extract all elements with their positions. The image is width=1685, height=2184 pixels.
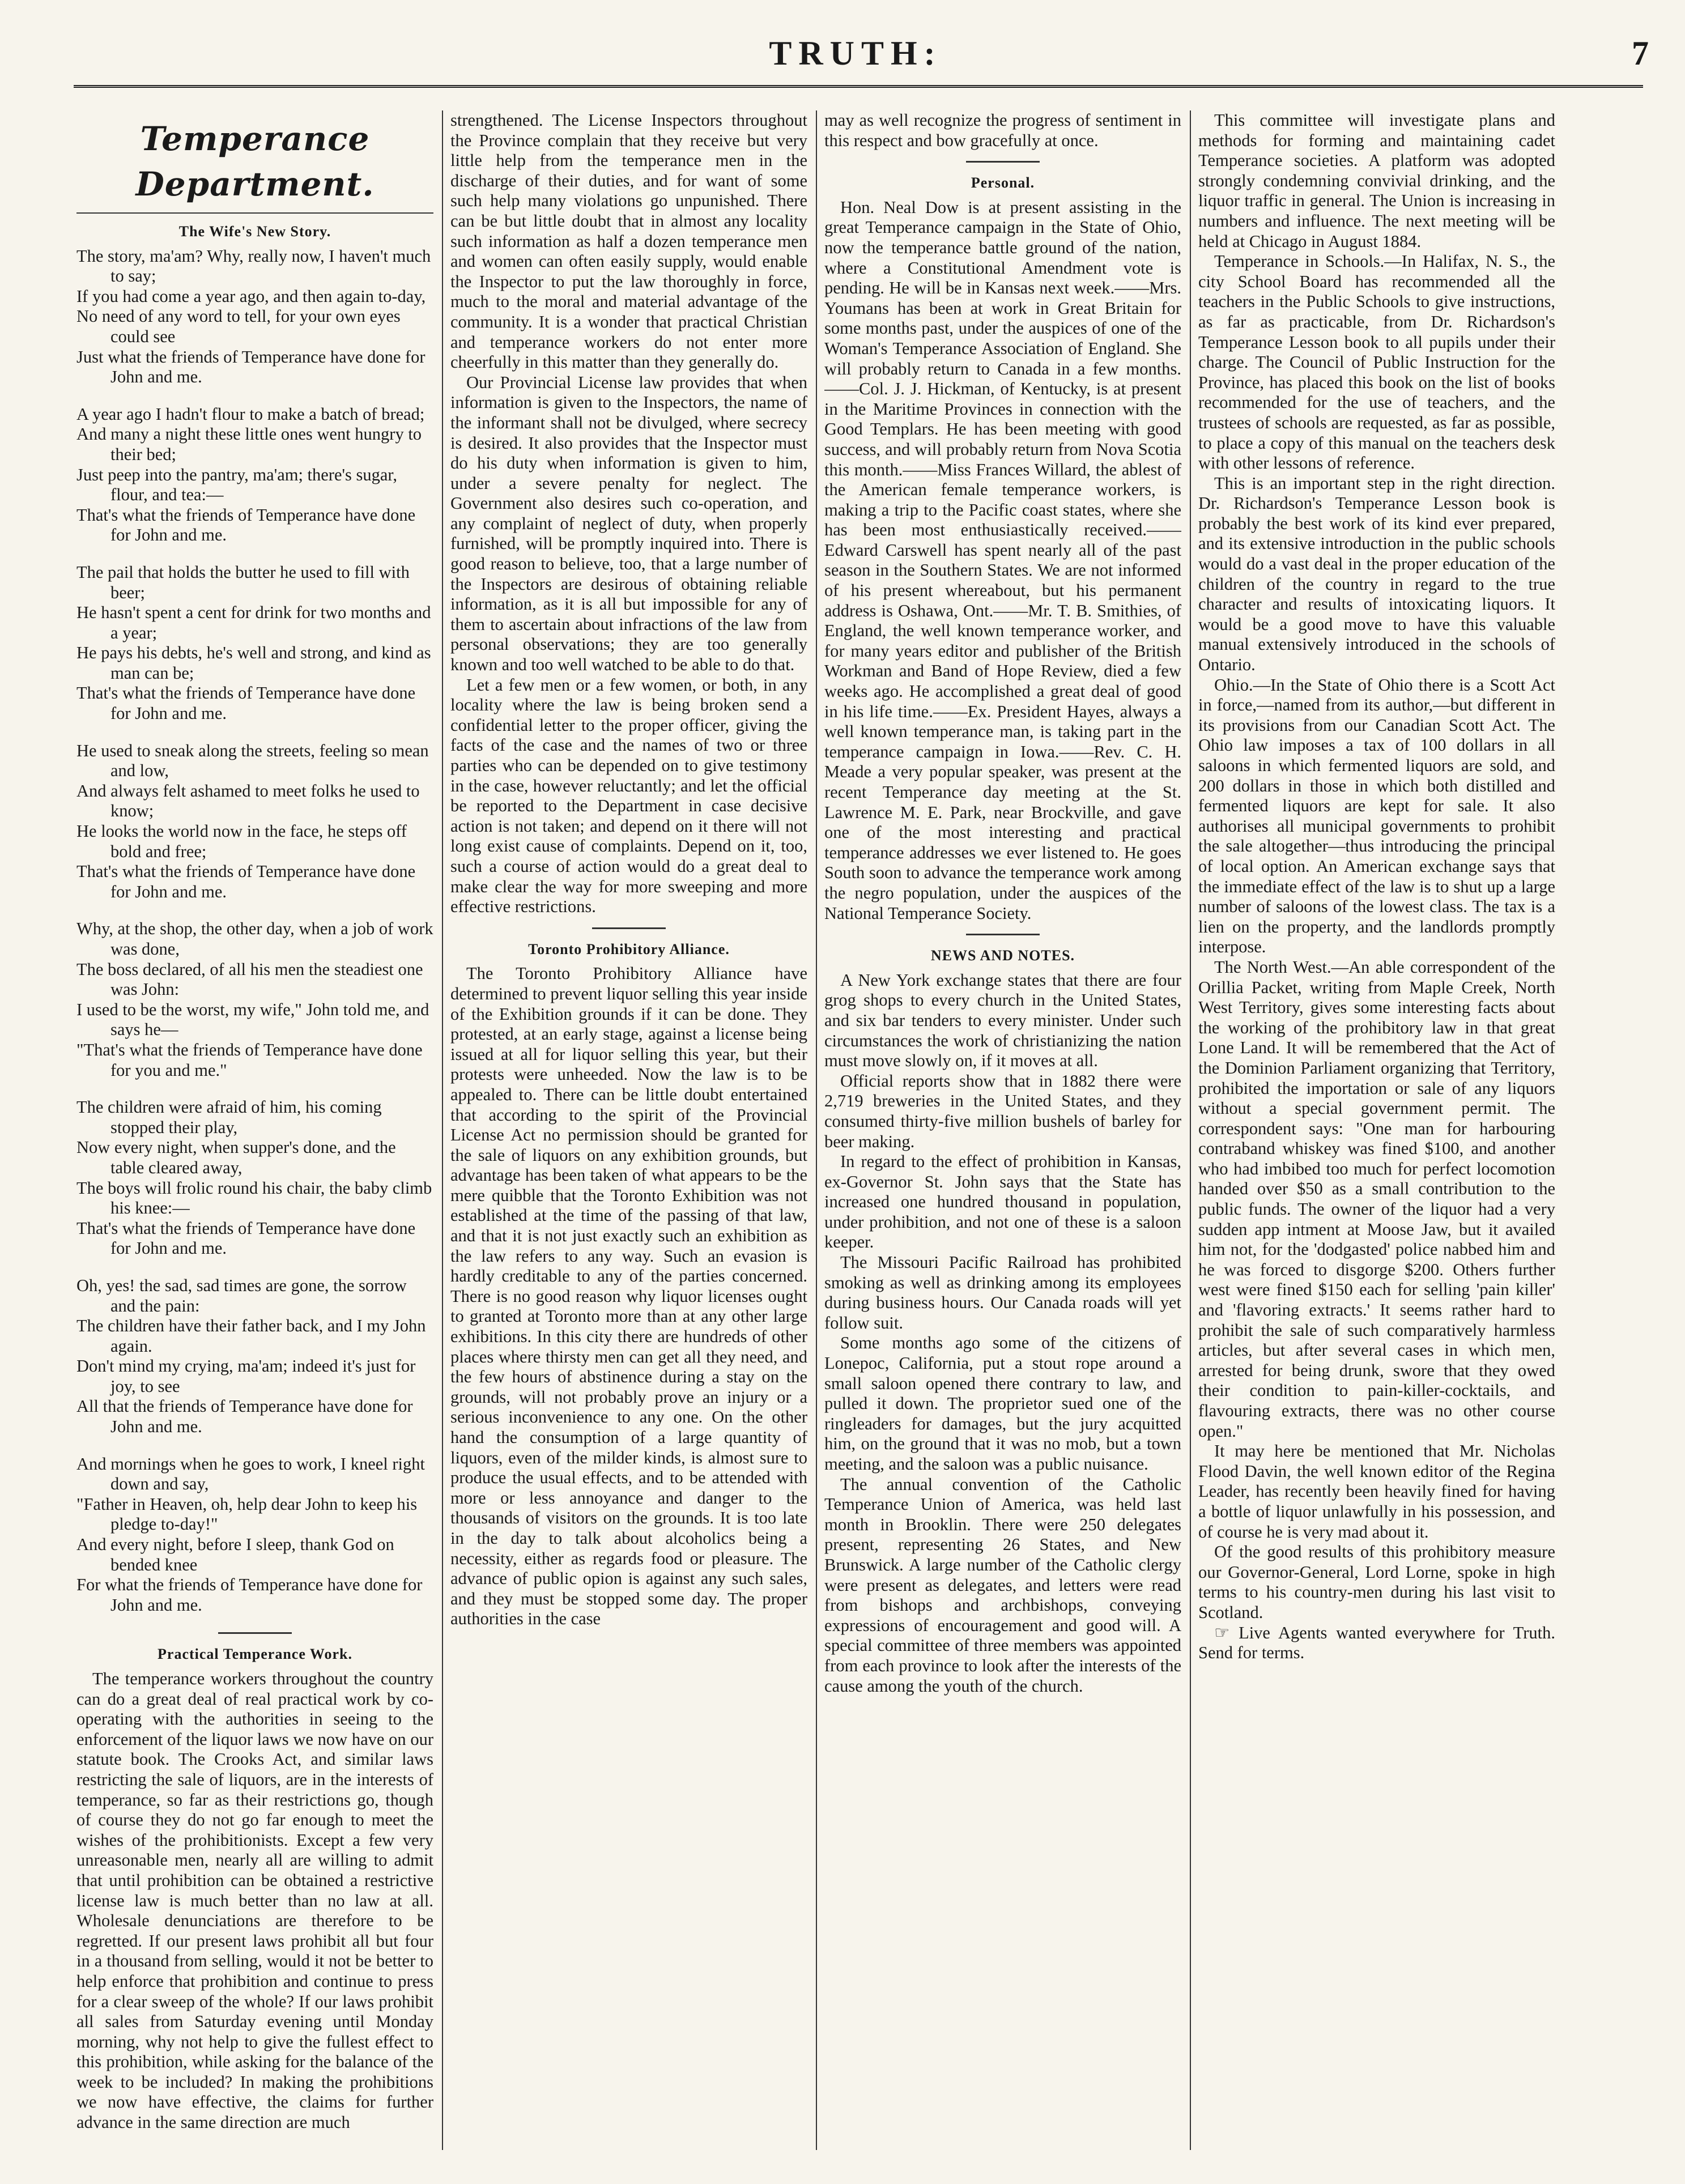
poem-line: All that the friends of Temperance have done for John and me. — [76, 1397, 413, 1437]
poem-stanza — [76, 1276, 433, 1437]
poem-line: Just what the friends of Temperance have done for John and me. — [76, 347, 425, 387]
article-paragraph: Let a few men or a few women, or both, in any locality where the law is being broken send a confidential letter to the proper officer, giving the facts of the case and the names of two or three parties who can be depended on to give testimony in the case, however reluctantly; and let the official be reported to the Department in case decisive action is not taken; and depend on it there will not long exist cause of complaints. Depend on it, too, such a course of action would do a great deal to make clear the way for more sweeping and more effective restrictions. — [450, 675, 807, 917]
article-paragraph: Temperance in Schools.—In Halifax, N. S., the city School Board has recommended all the teachers in the Public Schools to give instructions, as far as practicable, from Dr. Richardson's Temperance Lesson book to all pupils under their charge. The Council of Public Instruction for the Province, has placed this book on the list of books recommended for the use of teachers, and the trustees of schools are requested, as far as possible, to place a copy of this manual on the teachers desk with other lessons of reference. — [1198, 252, 1555, 473]
poem-line: "That's what the friends of Temperance have done for you and me." — [76, 1040, 423, 1080]
poem-stanza — [76, 1097, 433, 1259]
news-body — [824, 970, 1181, 1696]
poem-line: And every night, before I sleep, thank God on bended knee — [76, 1535, 394, 1574]
poem-line: Just peep into the pantry, ma'am; there's sugar, flour, and tea:— — [76, 465, 397, 505]
article-paragraph: This is an important step in the right direction. Dr. Richardson's Temperance Lesson book is probably the best work of its kind ever prepared, and its extensive introduction in the public schools would do a vast deal in the proper education of the children of the country in regard to the true character and results of intoxicating liquors. It would be a good move to have this valuable manual extensively introduced in the schools of Ontario. — [1198, 473, 1555, 675]
poem-line: For what the friends of Temperance have done for John and me. — [76, 1575, 423, 1615]
poem-line: And always felt ashamed to meet folks he used to know; — [76, 781, 420, 821]
article-paragraph: Of the good results of this prohibitory measure our Governor-General, Lord Lorne, spoke in high terms to his country-men during his last visit to Scotland. — [1198, 1542, 1555, 1622]
poem-line: He pays his debts, he's well and strong, and kind as man can be; — [76, 643, 431, 683]
divider — [966, 934, 1040, 935]
column-3 — [824, 110, 1181, 2150]
article-paragraph: The Toronto Prohibitory Alliance have determined to prevent liquor selling this year inside of the Exhibition grounds if it can be done. They protested, at an early stage, against a license being issued at all for liquor selling this year, but their protests were unheeded. Now the law is to be appealed to. There can be little doubt entertained that according to the spirit of the Provincial License Act no permission should be granted for the sale of liquors on any exhibition grounds, but advantage has been taken of what appears to be the mere quibble that the Toronto Exhibition was not established at the time of the passing of that law, and that it is not just exactly such an exhibition as the law refers to any way. Such an evasion is hardly creditable to any of the parties concerned. There is no good reason why liquor licenses ought to granted at Toronto more than at any other large exhibitions. In this city there are hundreds of other places where thirsty men can get all they need, and the few hours of abstinence during a stay on the grounds, will not probably prove an injury or a serious inconvenience to any one. On the other hand the consumption of a large quantity of liquors, even of the milder kinds, is almost sure to produce the usual effects, and to be attended with more or less annoyance and danger to the thousands of visitors on the grounds. It is too late in the day to talk about alcoholics being a necessity, either as regards food or pleasure. The advance of public opion is against any such sales, and they must be stopped some day. The proper authorities in the case — [450, 964, 807, 1629]
poem-line: If you had come a year ago, and then again to-day, — [76, 286, 426, 306]
poem-line: The children were afraid of him, his coming stopped their play, — [76, 1097, 382, 1137]
column-4 — [1198, 110, 1555, 2150]
news-paragraph: Official reports show that in 1882 there were 2,719 breweries in the United States, and they consumed thirty-five million bushels of barley for beer making. — [824, 1071, 1181, 1151]
column-4-body — [1198, 110, 1555, 1663]
poem — [76, 246, 433, 1616]
divider — [218, 1632, 292, 1634]
poem-line: He hasn't spent a cent for drink for two months and a year; — [76, 603, 431, 642]
poem-stanza — [76, 1454, 433, 1616]
continuation-paragraph: may as well recognize the progress of sentiment in this respect and bow gracefully at once. — [824, 110, 1181, 150]
divider — [76, 212, 433, 214]
poem-line: The boss declared, of all his men the steadiest one was John: — [76, 959, 423, 999]
poem-stanza — [76, 919, 433, 1080]
news-paragraph: The annual convention of the Catholic Temperance Union of America, was held last month in Brooklin. There were 250 delegates present, representing 26 States, and New Brunswick. A large number of the Catholic clergy were present as delegates, and letters were read from bishops and archbishops, conveying expressions of encouragement and good will. A special committee of three members was appointed from each province to look after the interests of the cause among the youth of the church. — [824, 1474, 1181, 1696]
news-paragraph: In regard to the effect of prohibition in Kansas, ex-Governor St. John says that the State has increased one hundred thousand in population, under prohibition, and not one of these is a saloon keeper. — [824, 1152, 1181, 1252]
poem-line: The boys will frolic round his chair, the baby climb his knee:— — [76, 1178, 432, 1218]
poem-stanza — [76, 563, 433, 724]
poem-line: I used to be the worst, my wife," John told me, and says he— — [76, 999, 429, 1040]
poem-line: And mornings when he goes to work, I kneel right down and say, — [76, 1454, 425, 1494]
poem-line: Now every night, when supper's done, and the table cleared away, — [76, 1138, 396, 1177]
poem-line: The children have their father back, and I my John again. — [76, 1316, 426, 1356]
poem-title: The Wife's New Story. — [178, 223, 331, 240]
column-2 — [450, 110, 807, 2150]
divider — [966, 161, 1040, 163]
masthead-rule — [74, 85, 1643, 93]
poem-stanza — [76, 405, 433, 546]
poem-line: He looks the world now in the face, he steps off bold and free; — [76, 821, 407, 861]
poem-line: The story, ma'am? Why, really now, I haven't much to say; — [76, 246, 431, 286]
article-paragraph: Our Provincial License law provides that when information is given to the Inspectors, the name of the informant shall not be divulged, where secrecy is desired. It also provides that the Inspector must do his duty when information is given to him, under a severe penalty for neglect. The Government also desires such co-operation, and any complaint of neglect of duty, when properly furnished, will be promptly inquired into. There is good reason to believe, too, that a large number of the Inspectors are desirous of obtaining reliable information, as it is all but impossible for any of them to ascertain about infractions of the law from personal observations; they are too generally known and too well watched to be able to do that. — [450, 372, 807, 675]
article-body — [76, 1669, 433, 2133]
personal-paragraph: Hon. Neal Dow is at present assisting in the great Temperance campaign in the State of Ohio, now the temperance battle ground of the nation, where a Constitutional Amendment vote is pending. He will be in Kansas next week.——Mrs. Youmans has been at work in Great Britain for some months past, under the auspices of one of the Woman's Temperance Association of England. She will probably return to Canada in a few months.——Col. J. J. Hickman, of Kentucky, is at present in the Maritime Provinces in connection with the Good Templars. He has been meeting with good success, and will probably return from Nova Scotia this month.——Miss Frances Willard, the ablest of the American female temperance workers, is making a trip to the Pacific coast states, where she has been most enthusiastically received.——Edward Carswell has spent nearly all of the past season in the Southern States. We are not informed of his present whereabout, but his permanent address is Oshawa, Ont.——Mr. T. B. Smithies, of England, the well known temperance worker, and for many years editor and publisher of the British Workman and Band of Hope Review, died a few weeks ago. He accomplished a great deal of good in his life time.——Ex. President Hayes, always a well known temperance man, is taking part in the temperance campaign in Iowa.——Rev. C. H. Meade a very popular speaker, was present at the recent Temperance day meeting at the St. Lawrence M. E. Park, near Brockville, and gave one of the most interesting and practical temperance addresses we ever listened to. He goes South soon to advance the temperance work among the negro population, under the auspices of the National Temperance Society. — [824, 197, 1181, 923]
article-paragraph: The North West.—An able correspondent of the Orillia Packet, writing from Maple Creek, North West Territory, gives some interesting facts about the working of the prohibitory law in that great Lone Land. It will be remembered that the Act of the Dominion Parliament organizing that Territory, prohibited the importation or sale of any liquors without a special government permit. The correspondent says: "One man for harbouring contraband whiskey was fined $100, and another who had imbibed too much for perfect locomotion handed over $50 as a small contribution to the public funds. The owner of the liquor had a very sudden app intment at Moose Jaw, but it availed him not, for the 'dodgasted' police nabbed him and he was forced to disgorge $200. Others further west were fined $150 each for selling 'pain killer' and 'flavoring extracts.' It seems rather hard to prohibit the sale of such comparatively harmless articles, but after several cases in which men, arrested for being drunk, swore that they owed their condition to pain-killer-cocktails, and flavouring extracts, there was no other course open." — [1198, 957, 1555, 1441]
poem-line: No need of any word to tell, for your own eyes could see — [76, 306, 401, 346]
news-title: NEWS AND NOTES. — [930, 947, 1075, 964]
page-number: 7 — [1632, 35, 1649, 72]
article-paragraph: The temperance workers throughout the country can do a great deal of real practical work by co-operating with the authorities in seeing to the enforcement of the liquor laws we now have on our statute book. The Crooks Act, and similar laws restricting the sale of liquors, are in the interests of temperance, so far as their restrictions go, though of course they do not go far enough to meet the wishes of the prohibitionists. Except a few very unreasonable men, nearly all are willing to admit that until prohibition can be obtained a restrictive license law is much better than no law at all. Wholesale denunciations are therefore to be regretted. If our present laws prohibit all but four in a thousand from selling, would it not be better to help enforce that prohibition and continue to press for a clear sweep of the whole? If our laws prohibit all sales from Saturday evening until Monday morning, why not help to give the fullest effect to this prohibition, while asking for the balance of the week to be included? In making the prohibitions we now have effective, the claims for further advance in the same direction are much — [76, 1669, 433, 2132]
article-paragraph: strengthened. The License Inspectors throughout the Province complain that they receive but very little help from the temperance men in the discharge of their duties, and for want of some such help many violations go unpunished. There can be but little doubt that in almost any locality such information as half a dozen temperance men and women can often easily supply, would enable the Inspector to put the law thoroughly in force, much to the moral and material advantage of the community. It is a wonder that practical Christian and temperance workers do not enter more cheerfully in this matter than they generally do. — [450, 110, 807, 372]
department-heading: Temperance Department. — [135, 120, 375, 203]
poem-line: That's what the friends of Temperance have done for John and me. — [76, 683, 416, 723]
alliance-title: Toronto Prohibitory Alliance. — [528, 940, 730, 957]
personal-title: Personal. — [971, 174, 1035, 191]
poem-line: Why, at the shop, the other day, when a job of work was done, — [76, 919, 433, 959]
poem-line: "Father in Heaven, oh, help dear John to keep his pledge to-day!" — [76, 1494, 418, 1534]
poem-line: Don't mind my crying, ma'am; indeed it's just for joy, to see — [76, 1356, 416, 1396]
news-paragraph: The Missouri Pacific Railroad has prohibited smoking as well as drinking among its employees during business hours. Our Canada roads will yet follow suit. — [824, 1253, 1181, 1332]
poem-line: That's what the friends of Temperance have done for John and me. — [76, 862, 416, 901]
poem-stanza — [76, 246, 433, 388]
poem-line: He used to sneak along the streets, feeling so mean and low, — [76, 740, 429, 781]
article-paragraph: This committee will investigate plans and methods for forming and maintaining cadet Temperance societies. A platform was adopted strongly condemning convivial drinking, and the liquor traffic in general. The Union is increasing in numbers and influence. The next meeting will be held at Chicago in August 1884. — [1198, 110, 1555, 251]
alliance-body — [450, 964, 807, 1629]
article-paragraph: Ohio.—In the State of Ohio there is a Scott Act in force,—named from its author,—but different in its provisions from our Canadian Scott Act. The Ohio law imposes a tax of 100 dollars in all saloons in which fermented liquors are sold, and 200 dollars in those in which both distilled and fermented liquors are kept for sale. It also authorises all municipal governments to prohibit the sale altogether—thus introducing the principal of local option. An American exchange says that the immediate effect of the law is to shut up a large number of saloons of the lowest class. The tax is a lien on the property, and the landlords promptly interpose. — [1198, 675, 1555, 957]
news-paragraph: A New York exchange states that there are four grog shops to every church in the United States, and six bar tenders to every minister. Under such circumstances the work of christianizing the nation must move slowly on, if it moves at all. — [824, 970, 1181, 1071]
news-paragraph: Some months ago some of the citizens of Lonepoc, California, put a stout rope around a small saloon opened there contrary to law, and pulled it down. The proprietor sued one of the ringleaders for damages, but the jury acquitted him, on the ground that it was no mob, but a town meeting, and the saloon was a public nuisance. — [824, 1333, 1181, 1474]
poem-line: The pail that holds the butter he used to fill with beer; — [76, 562, 410, 602]
poem-line: That's what the friends of Temperance have done for John and me. — [76, 1218, 416, 1258]
article-continuation — [450, 110, 807, 917]
poem-line: And many a night these little ones went hungry to their bed; — [76, 424, 422, 464]
column-1 — [76, 110, 433, 2150]
column-divider — [442, 110, 443, 2150]
article-title: Practical Temperance Work. — [158, 1646, 352, 1663]
column-divider — [816, 110, 817, 2150]
newspaper-title: TRUTH: — [769, 35, 942, 72]
column-divider — [1190, 110, 1191, 2150]
poem-line: Oh, yes! the sad, sad times are gone, the sorrow and the pain: — [76, 1275, 407, 1315]
article-paragraph: It may here be mentioned that Mr. Nicholas Flood Davin, the well known editor of the Regina Leader, has recently been heavily fined for having a bottle of liquor unlawfully in his possession, and of course he is very mad about it. — [1198, 1441, 1555, 1542]
divider — [592, 927, 666, 929]
article-paragraph: ☞ Live Agents wanted everywhere for Truth. Send for terms. — [1198, 1623, 1555, 1663]
poem-stanza — [76, 741, 433, 902]
poem-line: A year ago I hadn't flour to make a batch of bread; — [76, 404, 425, 424]
poem-line: That's what the friends of Temperance have done for John and me. — [76, 505, 416, 545]
